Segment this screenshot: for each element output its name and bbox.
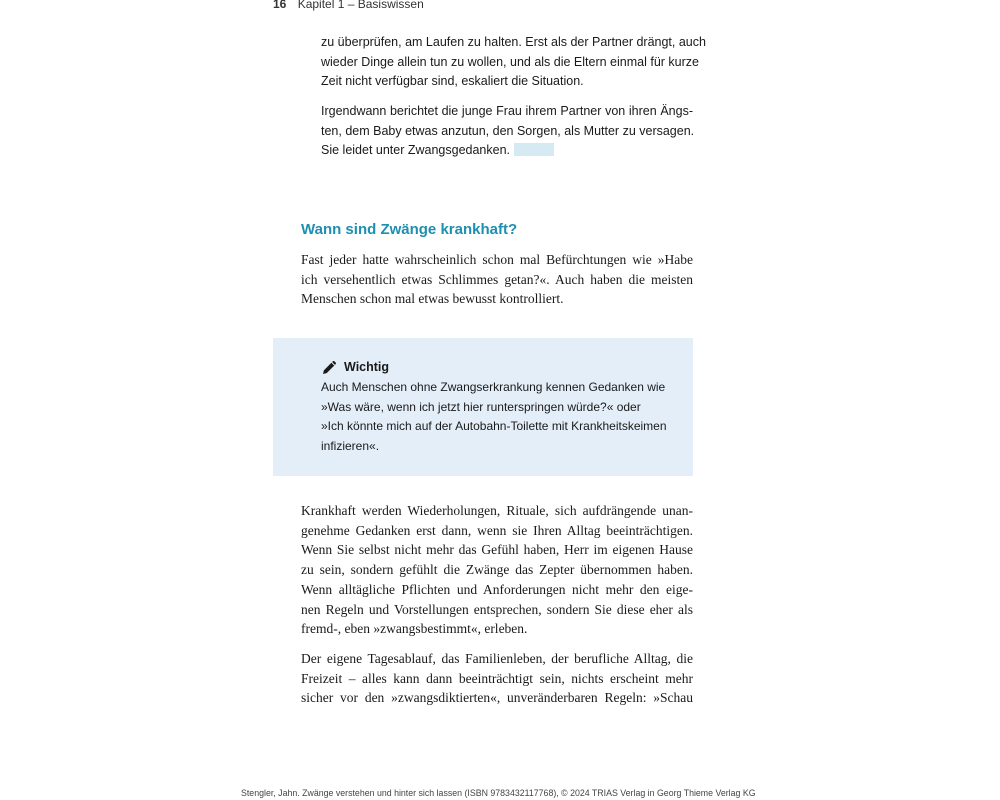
text-line: Der eigene Tagesablauf, das Familienleben, der berufliche Alltag, die: [301, 651, 693, 666]
text-line: wieder Dinge allein tun zu wollen, und als die Eltern einmal für kurze: [321, 54, 699, 69]
text-line: »Was wäre, wenn ich jetzt hier runterspringen würde?« oder: [321, 399, 641, 414]
pencil-icon: [321, 359, 338, 376]
running-head: [273, 0, 424, 11]
text-line: Irgendwann berichtet die junge Frau ihrem Partner von ihren Ängs-: [321, 104, 693, 118]
text-line: ich versehentlich etwas Schlimmes getan?«. Auch haben die meisten: [301, 271, 693, 287]
section-heading: Wann sind Zwänge krankhaft?: [301, 221, 518, 238]
text-line: »Ich könnte mich auf der Autobahn-Toilette mit Krankheitskeimen: [321, 419, 667, 433]
text-line: genehme Gedanken erst dann, wenn sie Ihren Alltag beeinträchtigen.: [301, 522, 693, 538]
text-line: sicher vor den »zwangsdiktierten«, unveränderbaren Regeln: »Schau: [301, 690, 693, 706]
info-box-text: [321, 378, 681, 456]
text-line: Sie leidet unter Zwangsgedanken.: [321, 143, 511, 157]
case-example-paragraph-2: [321, 102, 693, 161]
text-line: Menschen schon mal etwas bewusst kontrolliert.: [301, 291, 564, 307]
body-paragraph-1: [301, 501, 693, 639]
text-line: Wenn alltägliche Pflichten und Anforderungen nicht mehr den eige-: [301, 581, 693, 597]
text-line: Wenn Sie selbst nicht mehr das Gefühl haben, Herr im eigenen Hause: [301, 542, 693, 558]
text-line-with-marker: [321, 141, 693, 161]
text-line: infizieren«.: [321, 438, 380, 453]
page-number: 16: [273, 0, 287, 11]
info-box-title: Wichtig: [344, 360, 390, 374]
text-line: Krankhaft werden Wiederholungen, Rituale, sich aufdrängende unan-: [301, 503, 693, 518]
text-line: Auch Menschen ohne Zwangserkrankung kennen Gedanken wie: [321, 380, 666, 394]
text-line: zu sein, sondern gefühlt die Zwänge das Zepter übernommen haben.: [301, 562, 693, 578]
case-example-paragraph-1: [321, 33, 706, 92]
text-line: Zeit nicht verfügbar sind, eskaliert die Situation.: [321, 74, 584, 88]
chapter-title: Kapitel 1 – Basiswissen: [297, 0, 424, 11]
text-line: zu überprüfen, am Laufen zu halten. Erst als der Partner drängt, auch: [321, 35, 706, 49]
text-line: Freizeit – alles kann dann beeinträchtigt sein, nichts erscheint mehr: [301, 670, 693, 686]
info-box-wichtig: [273, 338, 693, 476]
end-highlight-marker: [514, 143, 554, 156]
section-intro-paragraph: [301, 250, 693, 309]
text-line: fremd-, eben »zwangsbestimmt«, erleben.: [301, 621, 528, 637]
body-paragraph-2: [301, 649, 693, 708]
info-box-title-row: [321, 357, 681, 377]
text-line: Fast jeder hatte wahrscheinlich schon mal Befürchtungen wie »Habe: [301, 252, 693, 267]
text-line: nen Regeln und Vorstellungen entsprechen, sondern Sie diese eher als: [301, 601, 693, 617]
text-line: ten, dem Baby etwas anzutun, den Sorgen, als Mutter zu versagen.: [321, 123, 695, 138]
copyright-footer: Stengler, Jahn. Zwänge verstehen und hinter sich lassen (ISBN 9783432117768), © 2024 TRIAS Verlag in Georg Thieme Verlag KG: [241, 788, 756, 798]
